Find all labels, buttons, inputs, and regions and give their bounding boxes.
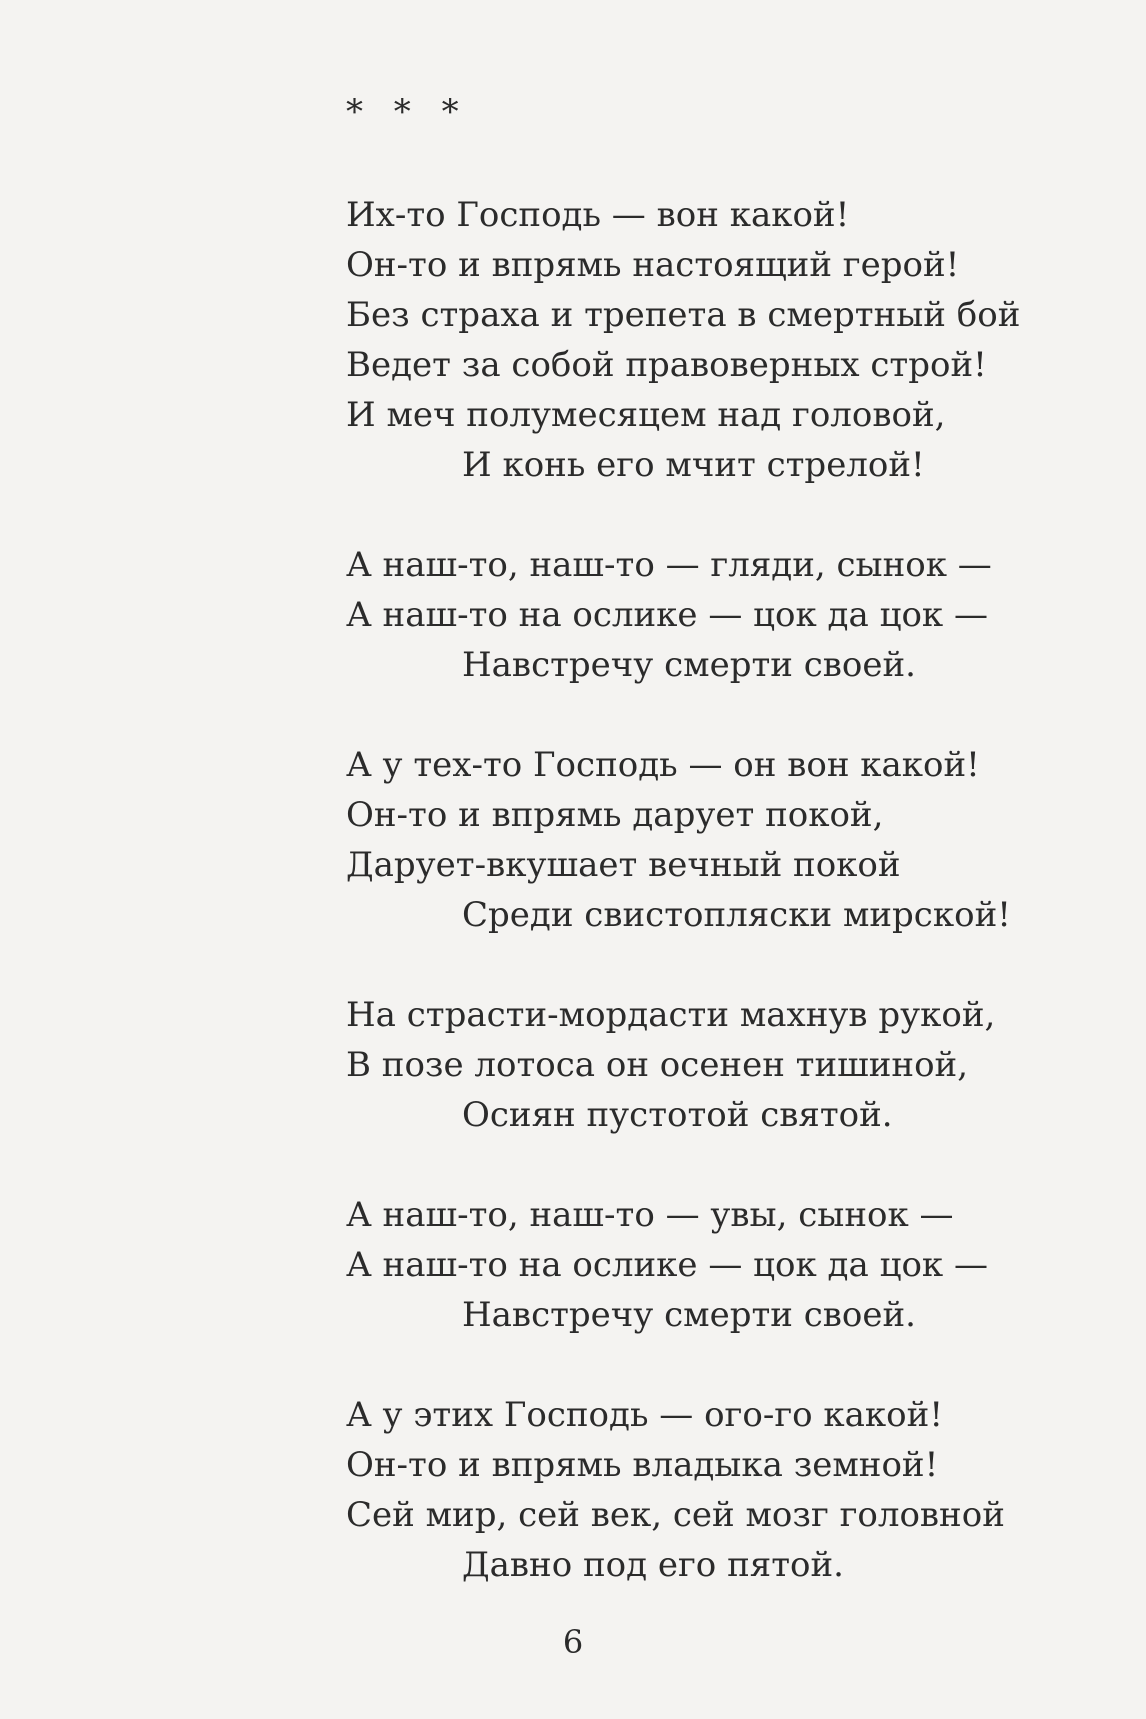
poem-line: А у этих Господь — ого-го какой!: [346, 1395, 943, 1435]
poem-line: А наш-то, наш-то — гляди, сынок —: [346, 545, 992, 585]
poem-line: Без страха и трепета в смертный бой: [346, 295, 1021, 335]
poem-line: Навстречу смерти своей.: [462, 645, 916, 685]
poem-line: А наш-то на ослике — цок да цок —: [346, 595, 988, 635]
poem-line: Ведет за собой правоверных строй!: [346, 345, 987, 385]
poem-line: Он-то и впрямь настоящий герой!: [346, 245, 960, 285]
poem-line: Их-то Господь — вон какой!: [346, 195, 850, 235]
poem-line: На страсти-мордасти махнув рукой,: [346, 995, 996, 1035]
poem-line: И конь его мчит стрелой!: [462, 445, 925, 485]
poem-line: Сей мир, сей век, сей мозг головной: [346, 1495, 1005, 1535]
stanza: [346, 990, 1106, 1140]
section-ornament: * * *: [346, 92, 469, 132]
poem: [346, 190, 1106, 1590]
poem-line: Он-то и впрямь дарует покой,: [346, 795, 884, 835]
poem-line: А наш-то на ослике — цок да цок —: [346, 1245, 988, 1285]
stanza: [346, 1190, 1106, 1340]
stanza-gap: [346, 1340, 1106, 1390]
stanza: [346, 1390, 1106, 1590]
poem-line: Он-то и впрямь владыка земной!: [346, 1445, 939, 1485]
poem-line: Навстречу смерти своей.: [462, 1295, 916, 1335]
poem-line: Осиян пустотой святой.: [462, 1095, 893, 1135]
poem-line: Дарует-вкушает вечный покой: [346, 845, 901, 885]
poem-line: Давно под его пятой.: [462, 1545, 844, 1585]
page-number: 6: [562, 1623, 584, 1661]
poem-line: А у тех-то Господь — он вон какой!: [346, 745, 980, 785]
stanza: [346, 190, 1106, 490]
poem-line: И меч полумесяцем над головой,: [346, 395, 946, 435]
stanza-gap: [346, 1140, 1106, 1190]
stanza: [346, 540, 1106, 690]
stanza: [346, 740, 1106, 940]
stanza-gap: [346, 690, 1106, 740]
poem-line: Среди свистопляски мирской!: [462, 895, 1011, 935]
poem-line: А наш-то, наш-то — увы, сынок —: [346, 1195, 954, 1235]
stanza-gap: [346, 940, 1106, 990]
poem-line: В позе лотоса он осенен тишиной,: [346, 1045, 969, 1085]
stanza-gap: [346, 490, 1106, 540]
